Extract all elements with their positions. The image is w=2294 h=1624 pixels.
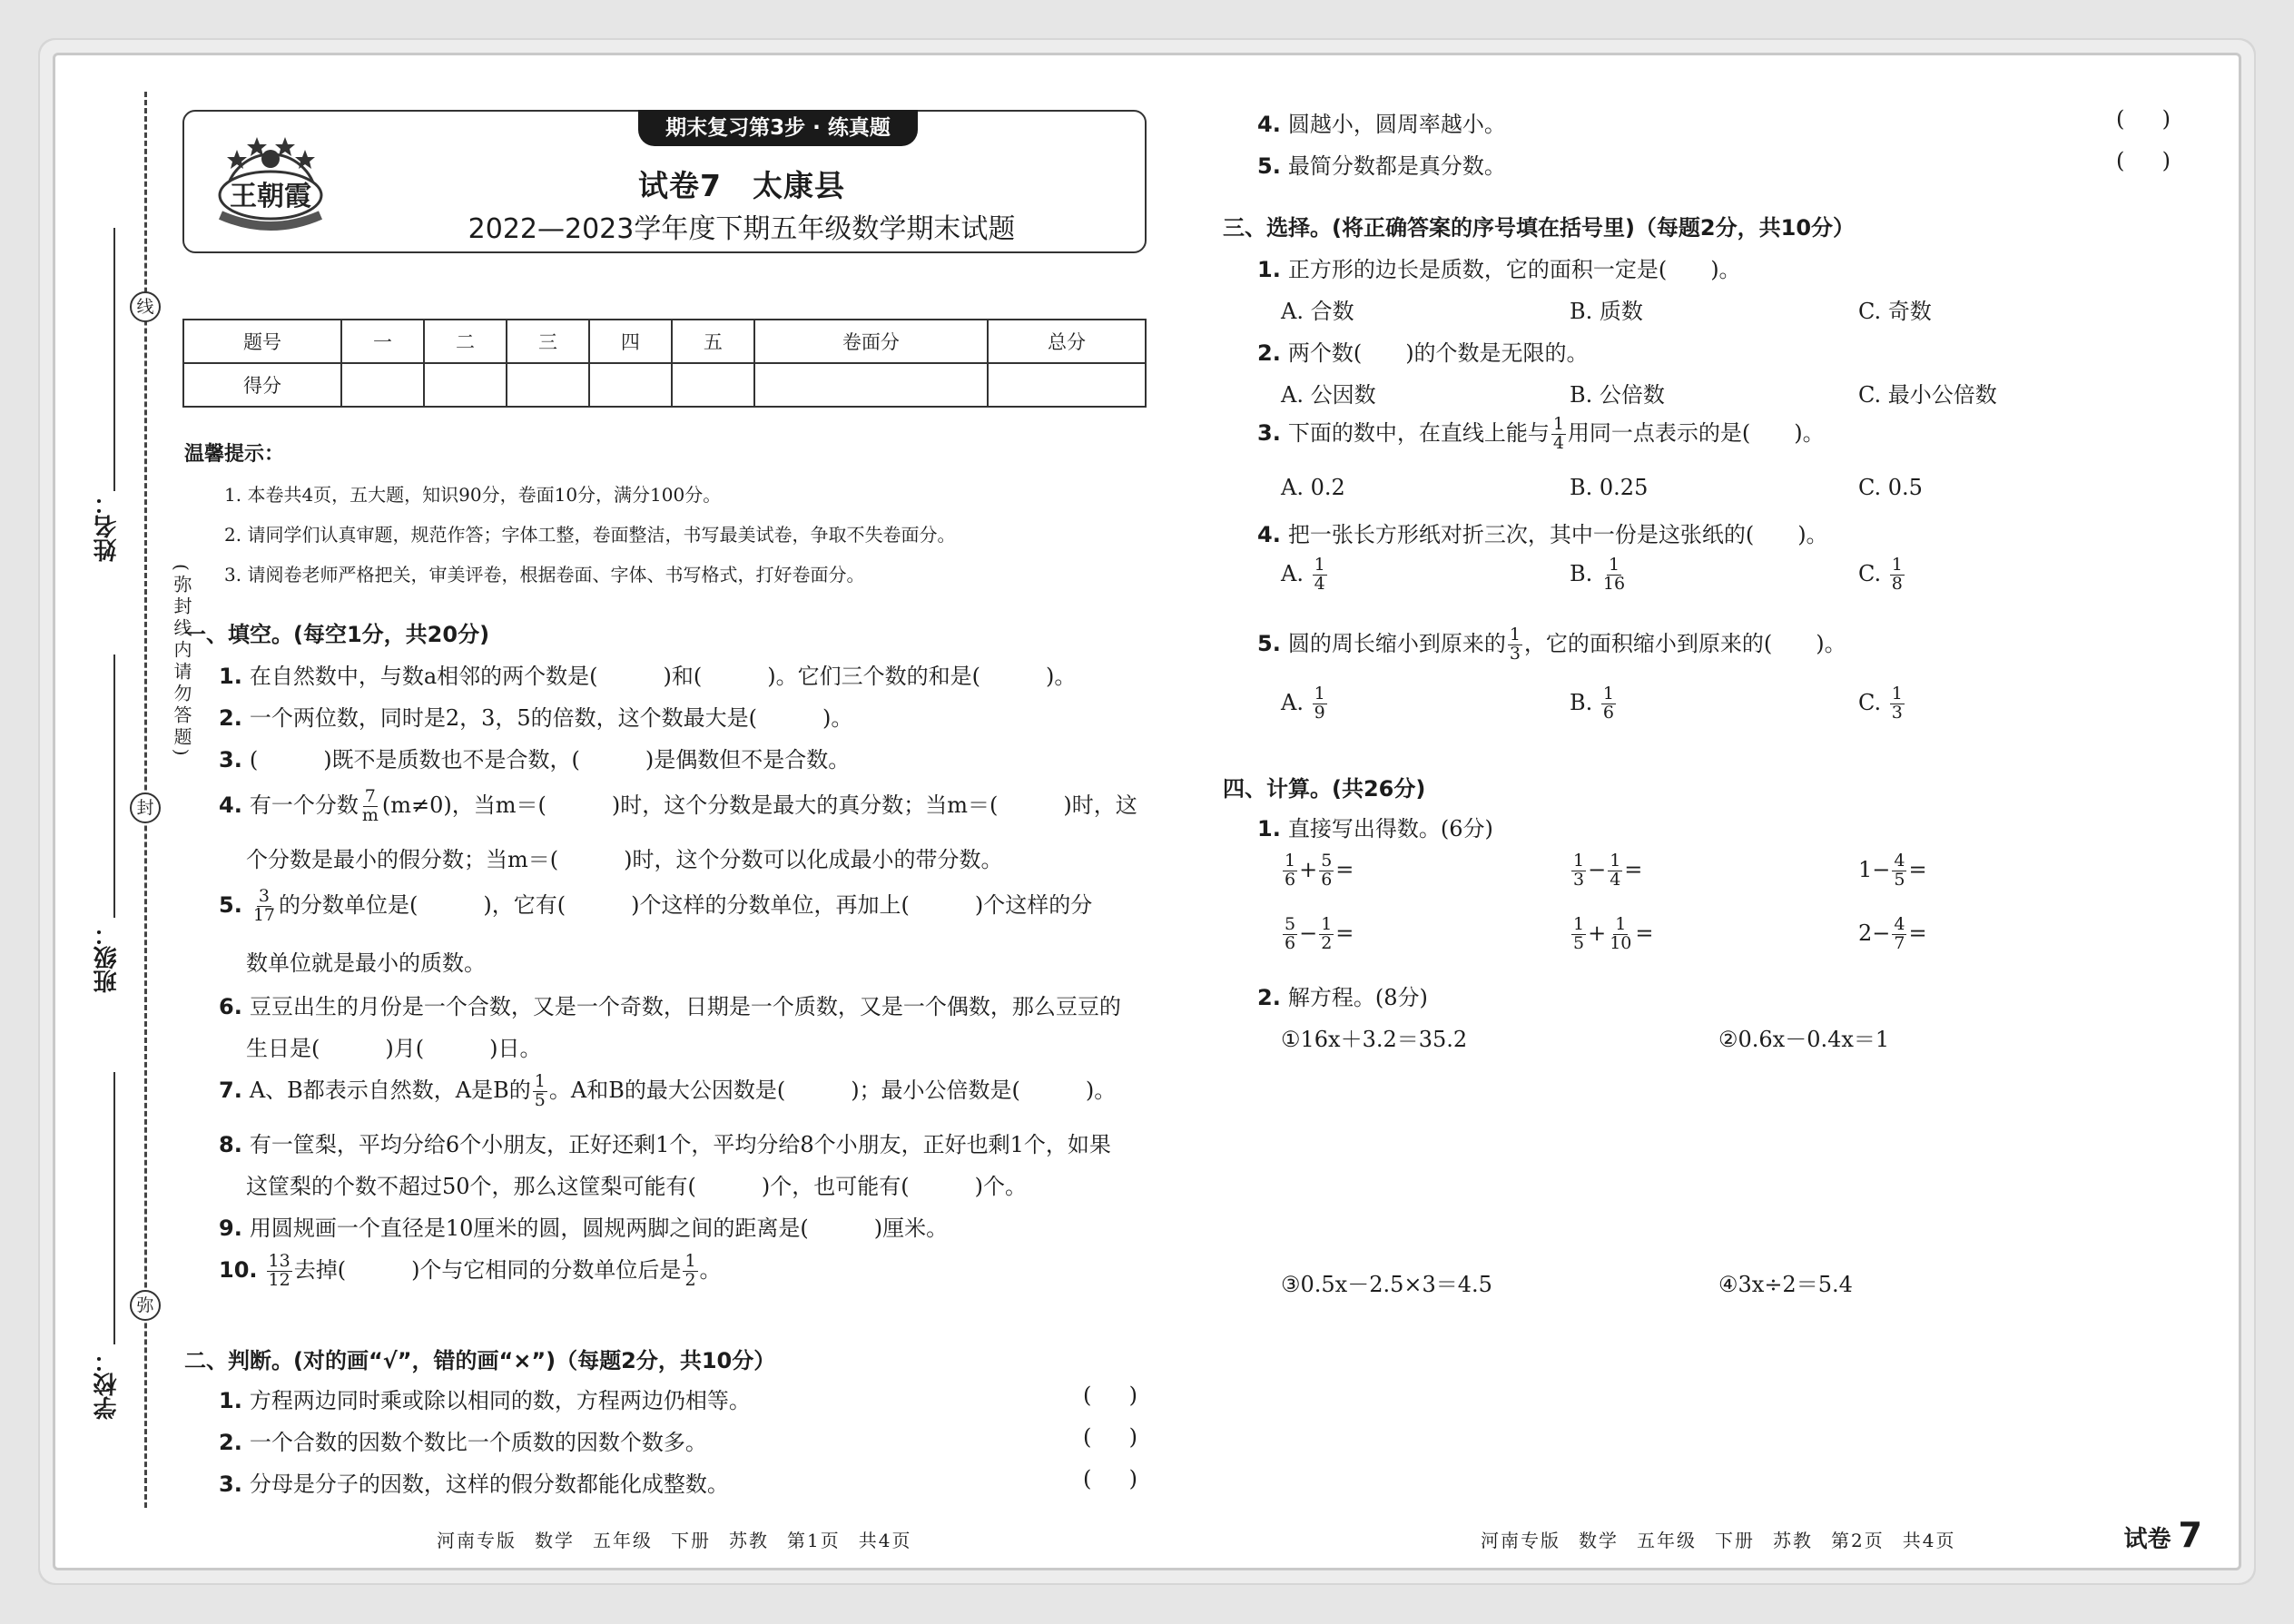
equation: ④3x÷2＝5.4: [1718, 1272, 1853, 1297]
answer-paren[interactable]: ( ): [1083, 1466, 1137, 1491]
judge-q2: 2. 一个合数的因数个数比一个质数的因数个数多。: [219, 1430, 707, 1455]
score-input-cell[interactable]: [341, 363, 424, 407]
fraction: $\frac{1}{2}$: [684, 1251, 696, 1290]
section-calc-title: 四、计算。(共26分): [1223, 776, 1426, 802]
choice-option[interactable]: B. 公倍数: [1570, 382, 1665, 408]
choice-q2: 2. 两个数( )的个数是无限的。: [1257, 340, 1589, 366]
judge-q1: 1. 方程两边同时乘或除以相同的数，方程两边仍相等。: [219, 1388, 751, 1413]
choice-option[interactable]: B. $\frac{1}{16}$: [1570, 555, 1626, 594]
choice-option[interactable]: B. 质数: [1570, 299, 1643, 324]
fill-q5: 5. $\frac{3}{17}$ 的分数单位是( )，它有( )个这样的分数单位，再加上( )个这样的分: [219, 886, 1093, 925]
choice-option[interactable]: C. $\frac{1}{3}$: [1858, 684, 1903, 723]
choice-q5: 5. 圆的周长缩小到原来的 $\frac{1}{3}$ ，它的面积缩小到原来的( )。: [1257, 625, 1846, 664]
answer-paren[interactable]: ( ): [1083, 1424, 1137, 1450]
calc-expr: 2− $\frac{4}{7}$ =: [1858, 914, 1927, 953]
calc-part2: 2. 解方程。(8分): [1257, 985, 1428, 1010]
review-step-badge: 期末复习第3步 · 练真题: [638, 110, 918, 146]
class-line: [113, 655, 115, 918]
paper-number-tag: 试卷 7: [2123, 1515, 2202, 1555]
fraction: $\frac{3}{17}$: [252, 886, 276, 925]
score-value-row: [183, 363, 1146, 407]
answer-paren[interactable]: ( ): [2116, 106, 2171, 132]
score-header-row: [183, 320, 1146, 363]
choice-option[interactable]: B. 0.25: [1570, 475, 1649, 500]
tip-item: 2. 请同学们认真审题，规范作答；字体工整，卷面整洁，书写最美试卷，争取不失卷面分。: [224, 524, 956, 546]
score-input-cell[interactable]: [988, 363, 1146, 407]
tips-heading: 温馨提示：: [184, 443, 285, 466]
fill-q6: 6. 豆豆出生的月份是一个合数，又是一个奇数，日期是一个质数，又是一个偶数，那么豆豆的: [219, 994, 1121, 1019]
score-cell: 五: [672, 320, 754, 363]
calc-expr: $\frac{1}{3}$ − $\frac{1}{4}$ =: [1573, 851, 1643, 890]
judge-q3: 3. 分母是分子的因数，这样的假分数都能化成整数。: [219, 1471, 729, 1497]
choice-option[interactable]: B. $\frac{1}{6}$: [1570, 684, 1614, 723]
choice-option[interactable]: C. 奇数: [1858, 299, 1932, 324]
footer-left: 河南专版 数学 五年级 下册 苏教 第1页 共4页: [437, 1530, 912, 1551]
seal-char-xian: 线: [130, 291, 161, 322]
calc-expr: $\frac{1}{5}$ + $\frac{1}{10}$ =: [1573, 914, 1654, 953]
section-choice-title: 三、选择。(将正确答案的序号填在括号里)（每题2分，共10分）: [1223, 215, 1856, 241]
fill-q1: 1. 在自然数中，与数a相邻的两个数是( )和( )。它们三个数的和是( )。: [219, 664, 1077, 689]
fill-q4: 4. 有一个分数 $\frac{7}{m}$ (m≠0)，当m＝( )时，这个分数是最大的真分数；当m＝( )时，这: [219, 786, 1137, 825]
name-label: 姓名：: [94, 491, 121, 562]
publisher-logo: [210, 121, 332, 243]
logo-text: 王朝霞: [230, 181, 311, 212]
section-fill-title: 一、填空。(每空1分，共20分): [184, 622, 490, 647]
paper-subtitle: 2022—2023学年度下期五年级数学期末试题: [468, 213, 1016, 245]
choice-option[interactable]: A. $\frac{1}{4}$: [1281, 555, 1325, 594]
choice-option[interactable]: C. 最小公倍数: [1858, 382, 1997, 408]
fill-q6-cont: 生日是( )月( )日。: [246, 1036, 542, 1061]
fraction: $\frac{13}{12}$: [268, 1251, 290, 1290]
fill-q8-cont: 这筐梨的个数不超过50个，那么这筐梨可能有( )个，也可能有( )个。: [246, 1174, 1027, 1199]
calc-expr: 1− $\frac{4}{5}$ =: [1858, 851, 1927, 890]
fill-q7: 7. A、B都表示自然数，A是B的 $\frac{1}{5}$ 。A和B的最大公因数是( )；最小公倍数是( )。: [219, 1071, 1117, 1110]
choice-q3: 3. 下面的数中，在直线上能与 $\frac{1}{4}$ 用同一点表示的是( )。: [1257, 414, 1825, 453]
choice-option[interactable]: A. 合数: [1281, 299, 1354, 324]
fraction: $\frac{7}{m}$: [361, 786, 379, 825]
seal-char-feng: 封: [130, 792, 161, 823]
score-cell: 得分: [183, 363, 341, 407]
choice-option[interactable]: C. 0.5: [1858, 475, 1923, 500]
choice-option[interactable]: A. 公因数: [1281, 382, 1376, 408]
name-line: [113, 228, 115, 491]
score-table: [182, 319, 1147, 408]
score-input-cell[interactable]: [672, 363, 754, 407]
school-label: 学校：: [94, 1349, 121, 1420]
class-label: 班级：: [94, 922, 121, 993]
calc-expr: $\frac{5}{6}$ − $\frac{1}{2}$ =: [1285, 914, 1354, 953]
choice-option[interactable]: A. 0.2: [1281, 475, 1345, 500]
fraction: $\frac{1}{5}$: [534, 1071, 546, 1110]
equation: ①16x＋3.2＝35.2: [1281, 1027, 1468, 1052]
score-cell: 二: [424, 320, 507, 363]
judge-q4: 4. 圆越小，圆周率越小。: [1257, 112, 1506, 137]
tip-item: 1. 本卷共4页，五大题，知识90分，卷面10分，满分100分。: [224, 484, 722, 506]
score-cell: 题号: [183, 320, 341, 363]
fill-q9: 9. 用圆规画一个直径是10厘米的圆，圆规两脚之间的距离是( )厘米。: [219, 1216, 949, 1241]
equation: ②0.6x－0.4x＝1: [1718, 1027, 1890, 1052]
binding-margin: [55, 55, 237, 1568]
answer-paren[interactable]: ( ): [2116, 148, 2171, 173]
fill-q10: 10. $\frac{13}{12}$ 去掉( )个与它相同的分数单位后是 $\frac{1}{2}$ 。: [219, 1251, 722, 1290]
score-cell: 一: [341, 320, 424, 363]
section-judge-title: 二、判断。(对的画“√”，错的画“×”)（每题2分，共10分）: [184, 1348, 776, 1373]
score-cell: 四: [589, 320, 672, 363]
fill-q4-cont: 个分数是最小的假分数；当m＝( )时，这个分数可以化成最小的带分数。: [246, 847, 1003, 872]
fill-q3: 3. ( )既不是质数也不是合数，( )是偶数但不是合数。: [219, 747, 851, 773]
score-cell: 三: [507, 320, 589, 363]
seal-note: (弥封线内请勿答题): [171, 564, 192, 760]
choice-option[interactable]: C. $\frac{1}{8}$: [1858, 555, 1903, 594]
equation: ③0.5x－2.5×3＝4.5: [1281, 1272, 1492, 1297]
school-line: [113, 1072, 115, 1344]
paper-title: 试卷7 太康县: [638, 168, 845, 203]
calc-part1: 1. 直接写出得数。(6分): [1257, 816, 1493, 842]
judge-q5: 5. 最简分数都是真分数。: [1257, 153, 1506, 179]
exam-paper: [53, 53, 2241, 1570]
score-input-cell[interactable]: [424, 363, 507, 407]
score-cell: 总分: [988, 320, 1146, 363]
choice-q4: 4. 把一张长方形纸对折三次，其中一份是这张纸的( )。: [1257, 522, 1828, 547]
tip-item: 3. 请阅卷老师严格把关，审美评卷，根据卷面、字体、书写格式，打好卷面分。: [224, 564, 865, 586]
answer-paren[interactable]: ( ): [1083, 1383, 1137, 1408]
seal-char-mi: 弥: [130, 1290, 161, 1321]
score-input-cell[interactable]: [589, 363, 672, 407]
score-cell: 卷面分: [754, 320, 988, 363]
fraction: $\frac{1}{3}$: [1509, 625, 1521, 664]
fill-q2: 2. 一个两位数，同时是2，3，5的倍数，这个数最大是( )。: [219, 705, 853, 731]
header-box: [182, 110, 1147, 253]
score-input-cell[interactable]: [507, 363, 589, 407]
fill-q8: 8. 有一筐梨，平均分给6个小朋友，正好还剩1个，平均分给8个小朋友，正好也剩1个，如果: [219, 1132, 1111, 1157]
choice-q1: 1. 正方形的边长是质数，它的面积一定是( )。: [1257, 257, 1741, 282]
calc-expr: $\frac{1}{6}$ + $\frac{5}{6}$ =: [1285, 851, 1354, 890]
choice-option[interactable]: A. $\frac{1}{9}$: [1281, 684, 1325, 723]
fraction: $\frac{1}{4}$: [1552, 414, 1564, 453]
fill-q5-cont: 数单位就是最小的质数。: [246, 950, 486, 976]
footer-right: 河南专版 数学 五年级 下册 苏教 第2页 共4页: [1481, 1530, 1956, 1551]
score-input-cell[interactable]: [754, 363, 988, 407]
